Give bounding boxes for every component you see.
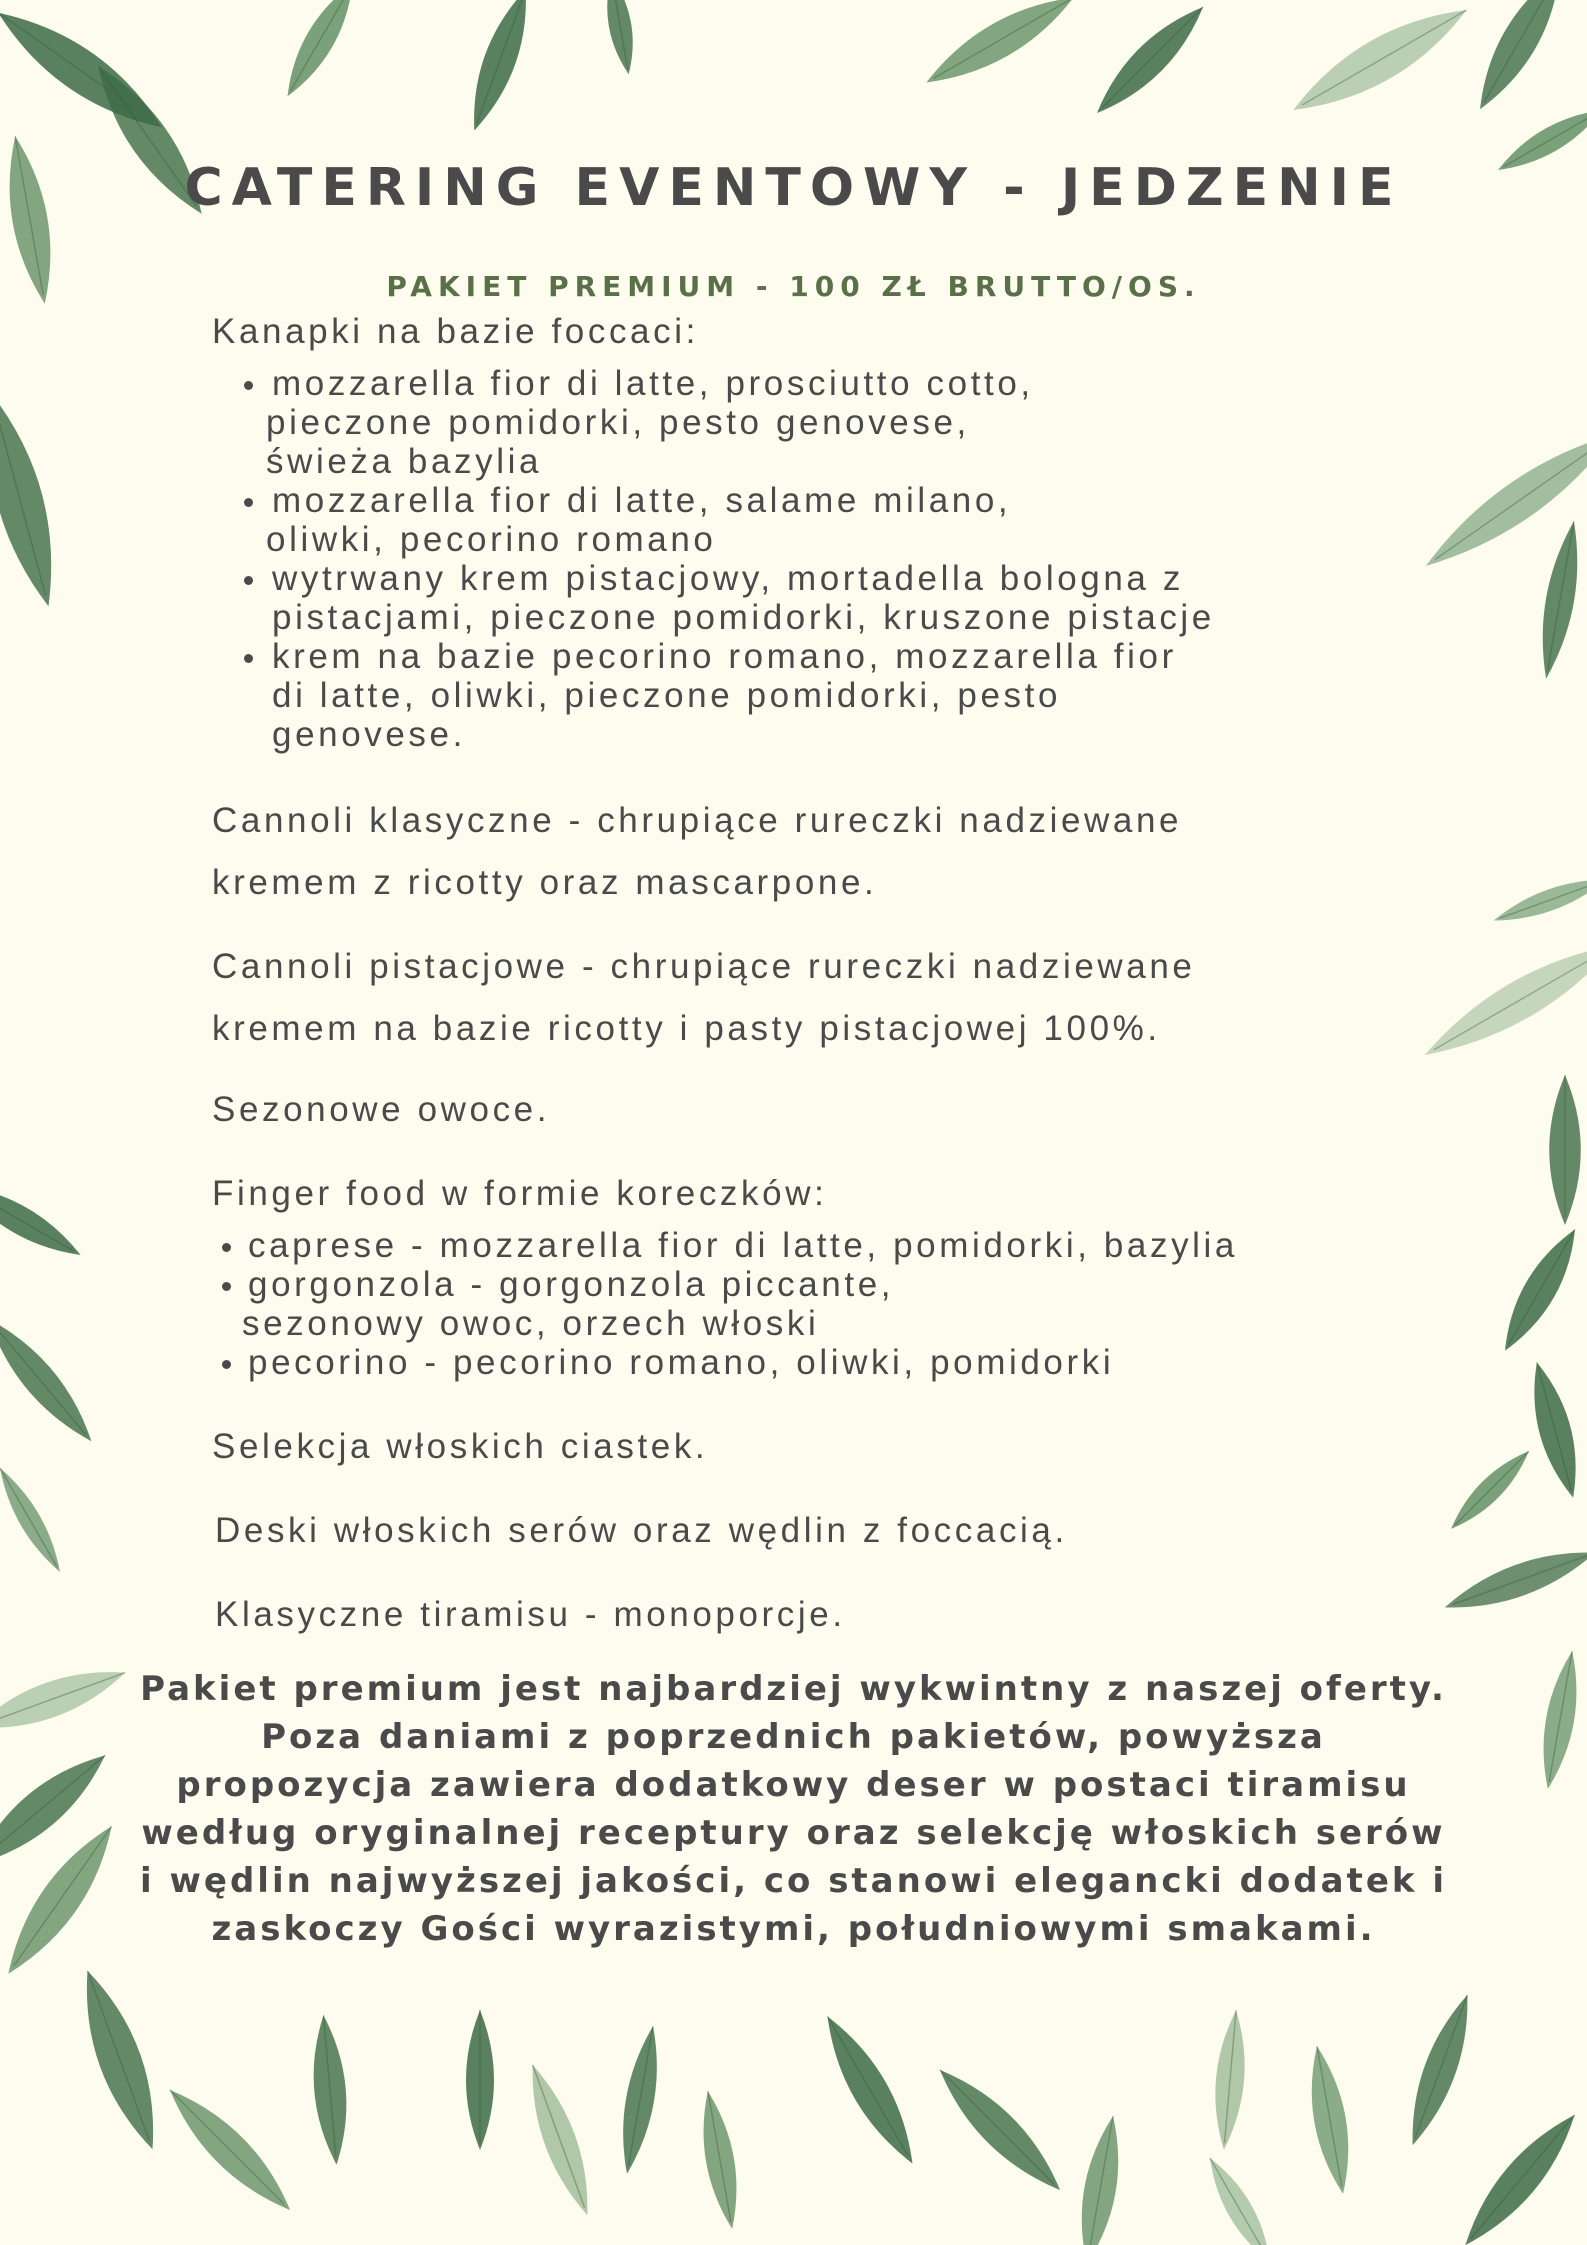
tiramisu: Klasyczne tiramisu - monoporcje. [215, 1595, 846, 1634]
list-item: krem na bazie pecorino romano, mozzarella fior di latte, oliwki, pieczone pomidorki, pesto genovese. [212, 637, 1215, 754]
cheese-boards: Deski włoskich serów oraz wędlin z foccacią. [215, 1511, 1068, 1550]
sandwiches-heading: Kanapki na bazie foccaci: [212, 312, 699, 351]
seasonal-fruit: Sezonowe owoce. [212, 1090, 551, 1129]
package-subtitle: PAKIET PREMIUM - 100 ZŁ BRUTTO/OS. [386, 270, 1201, 303]
list-item: mozzarella fior di latte, salame milano, oliwki, pecorino romano [212, 481, 1215, 559]
finger-food-section [212, 1174, 1238, 1382]
cannoli-pistachio: Cannoli pistacjowe - chrupiące rureczki nadziewane kremem na bazie ricotty i pasty pistacjowej 100%. [212, 947, 1196, 1048]
sandwiches-list [212, 364, 1215, 754]
list-item: pecorino - pecorino romano, oliwki, pomidorki [212, 1343, 1238, 1382]
sandwiches-section [212, 312, 1215, 754]
list-item: gorgonzola - gorgonzola piccante, sezonowy owoc, orzech włoski [212, 1265, 1238, 1343]
cookies: Selekcja włoskich ciastek. [212, 1427, 709, 1466]
page-title: CATERING EVENTOWY - JEDZENIE [184, 158, 1403, 218]
package-summary: Pakiet premium jest najbardziej wykwintny z naszej oferty. Poza daniami z poprzednich pakietów, powyższa propozycja zawiera dodatkowy deser w postaci tiramisu według oryginalnej receptury oraz selekcję włoskich serów i wędlin najwyższej jakości, co stanowi elegancki dodatek i zaskoczy Gości wyrazistymi, południowymi smakami. [140, 1669, 1448, 1949]
list-item: wytrwany krem pistacjowy, mortadella bologna z pistacjami, pieczone pomidorki, kruszone pistacje [212, 559, 1215, 637]
list-item: caprese - mozzarella fior di latte, pomidorki, bazylia [212, 1226, 1238, 1265]
list-item: mozzarella fior di latte, prosciutto cotto, pieczone pomidorki, pesto genovese, świeża bazylia [212, 364, 1215, 481]
finger-food-list [212, 1226, 1238, 1382]
finger-food-heading: Finger food w formie koreczków: [212, 1174, 828, 1213]
cannoli-classic: Cannoli klasyczne - chrupiące rureczki nadziewane kremem z ricotty oraz mascarpone. [212, 801, 1183, 902]
